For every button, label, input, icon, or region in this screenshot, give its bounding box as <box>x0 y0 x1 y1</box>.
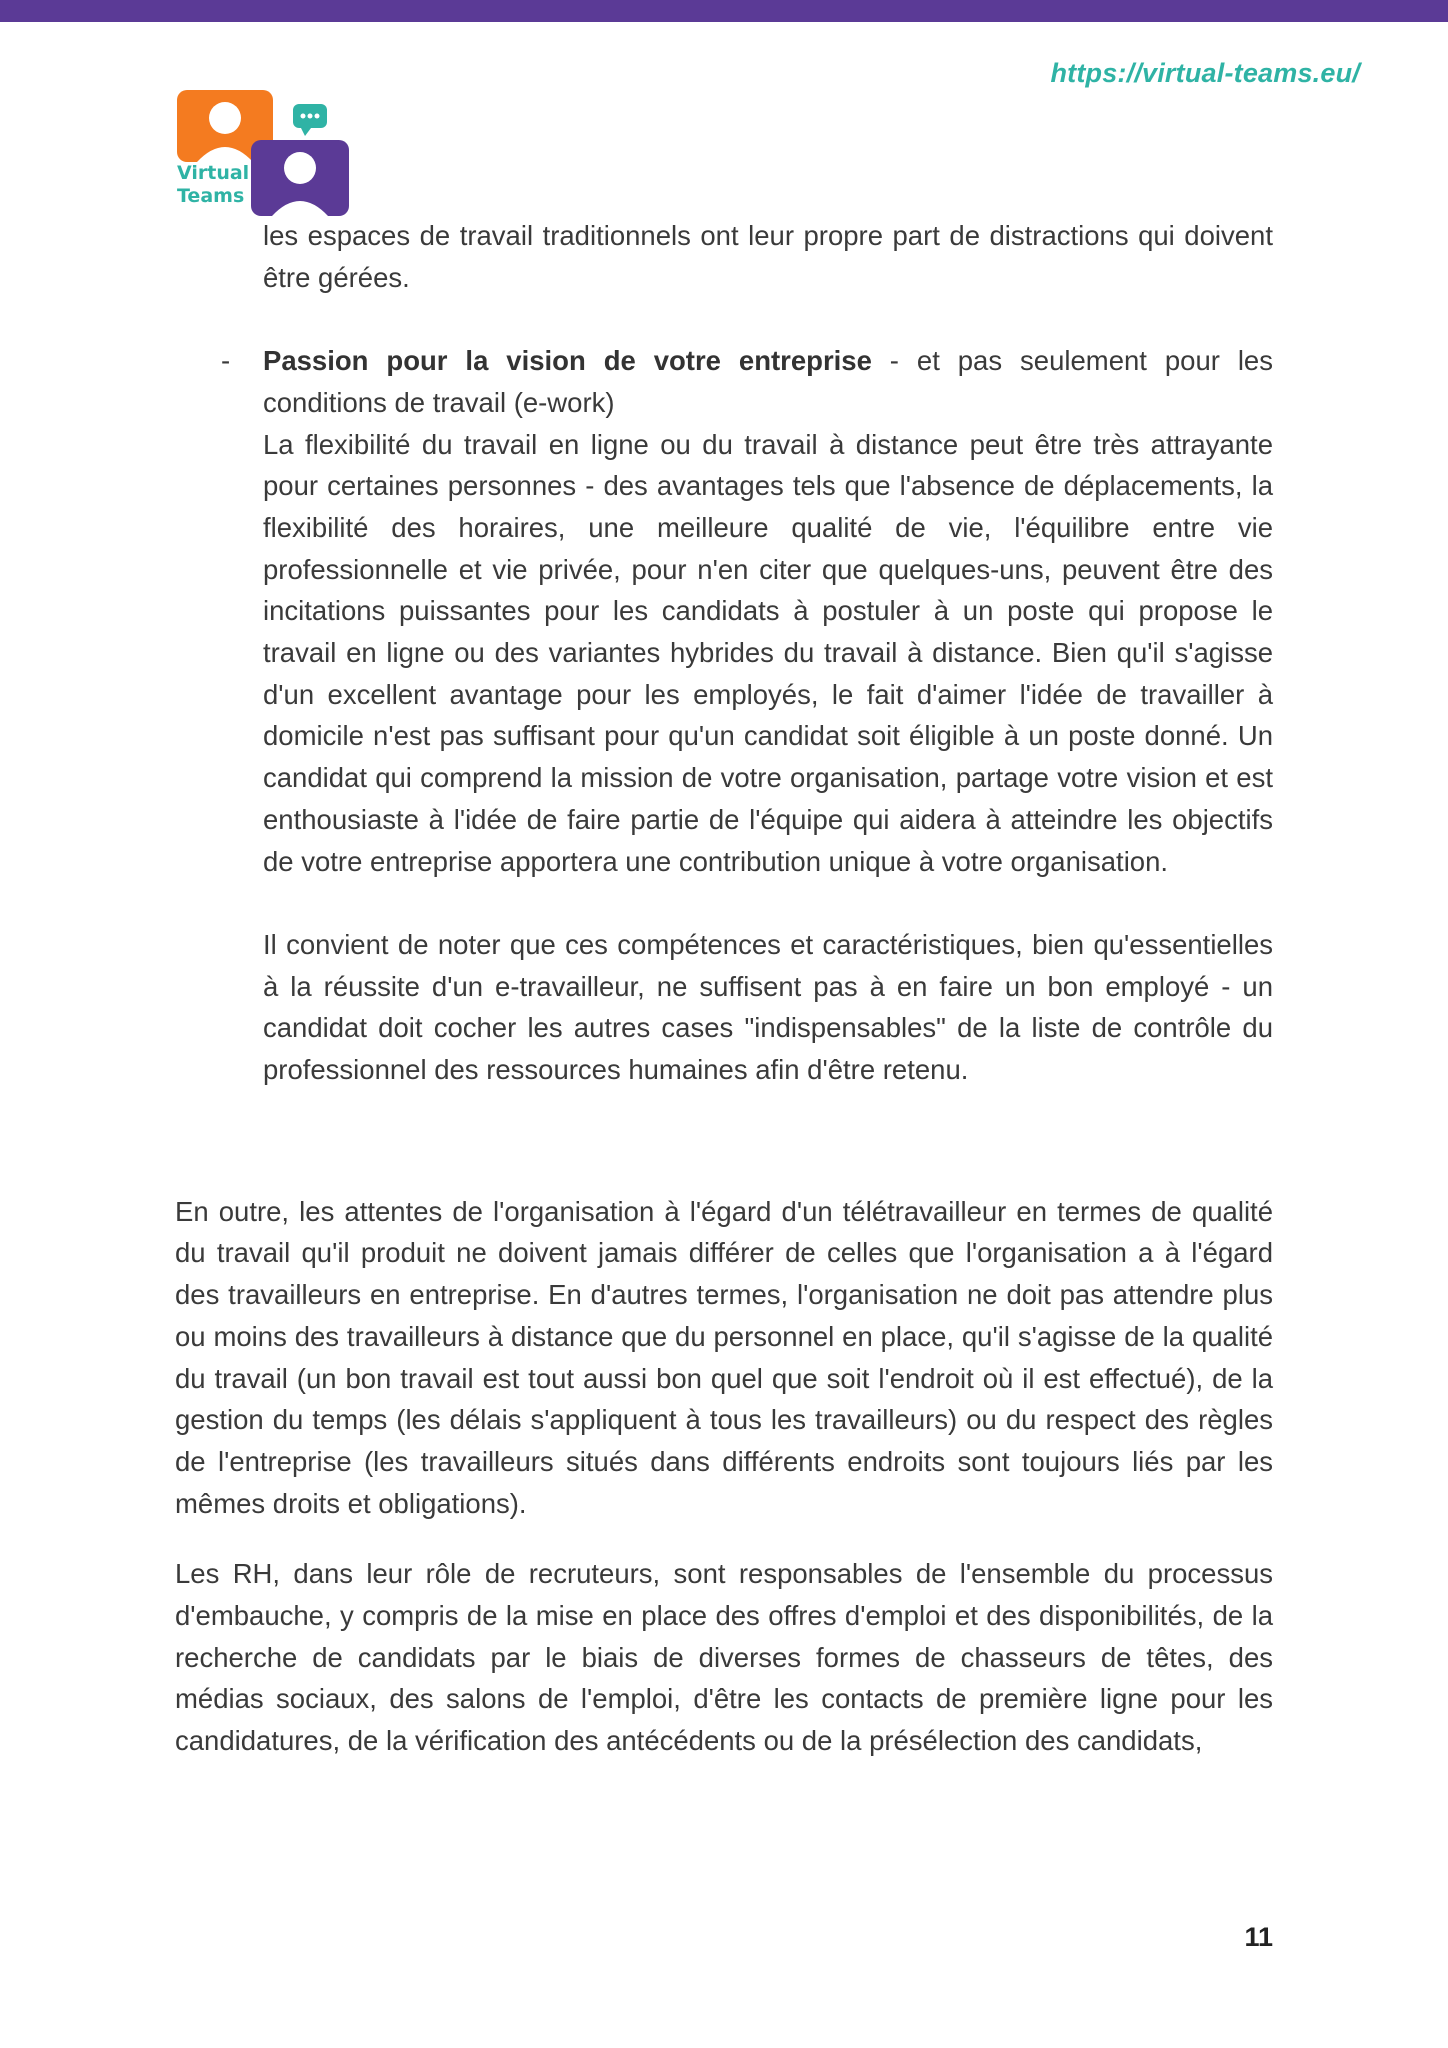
bullet-item <box>175 340 1273 882</box>
logo-chat-tail <box>301 128 311 136</box>
logo-text <box>177 162 249 208</box>
bullet-heading <box>263 340 1273 423</box>
bullet-paragraph: La flexibilité du travail en ligne ou du travail à distance peut être très attrayante pour certaines personnes - des avantages tels que l'absence de déplacements, la flexibilité des horaires, une meilleure qualité de vie, l'équilibre entre vie professionnelle et vie privée, pour n'en citer que quelques-uns, peuvent être des incitations puissantes pour les candidats à postuler à un poste qui propose le travail en ligne ou des variantes hybrides du travail à distance. Bien qu'il s'agisse d'un excellent avantage pour les employés, le fait d'aimer l'idée de travailler à domicile n'est pas suffisant pour qu'un candidat soit éligible à un poste donné. Un candidat qui comprend la mission de votre organisation, partage votre vision et est enthousiaste à l'idée de faire partie de l'équipe qui aidera à atteindre les objectifs de votre entreprise apportera une contribution unique à votre organisation. <box>263 428 1273 877</box>
top-accent-bar <box>0 0 1448 22</box>
continuation-paragraph: les espaces de travail traditionnels ont leur propre part de distractions qui doivent être gérées. <box>263 220 1273 293</box>
bullet-dash: - <box>221 345 231 377</box>
document-body <box>175 215 1273 1762</box>
logo-text-line2: Teams <box>177 185 245 207</box>
header-url[interactable]: https://virtual-teams.eu/ <box>1050 58 1360 88</box>
page-number: 11 <box>1244 1922 1273 1952</box>
virtual-teams-logo <box>175 88 355 218</box>
logo-orange-user-head <box>209 102 241 134</box>
logo-purple-user-head <box>284 152 316 184</box>
body-paragraph-2: Les RH, dans leur rôle de recruteurs, sont responsables de l'ensemble du processus d'embauche, y compris de la mise en place des offres d'emploi et des disponibilités, de la recherche de candidats par le biais de diverses formes de chasseurs de têtes, des médias sociaux, des salons de l'emploi, d'être les contacts de première ligne pour les candidatures, de la vérification des antécédents ou de la présélection des candidats, <box>175 1558 1273 1757</box>
note-paragraph: Il convient de noter que ces compétences et caractéristiques, bien qu'essentielles à la réussite d'un e-travailleur, ne suffisent pas à en faire un bon employé - un candidat doit cocher les autres cases "indispensables" de la liste de contrôle du professionnel des ressources humaines afin d'être retenu. <box>263 928 1273 1086</box>
body-paragraph-1: En outre, les attentes de l'organisation à l'égard d'un télétravailleur en termes de qualité du travail qu'il produit ne doivent jamais différer de celles que l'organisation a à l'égard des travailleurs en entreprise. En d'autres termes, l'organisation ne doit pas attendre plus ou moins des travailleurs à distance que du personnel en place, qu'il s'agisse de la qualité du travail (un bon travail est tout aussi bon quel que soit l'endroit où il est effectué), de la gestion du temps (les délais s'appliquent à tous les travailleurs) ou du respect des règles de l'entreprise (les travailleurs situés dans différents endroits sont toujours liés par les mêmes droits et obligations). <box>175 1195 1273 1519</box>
bullet-title-rest: - et pas seulement pour les conditions de travail (e-work) <box>263 345 1273 418</box>
logo-text-line1: Virtual <box>177 162 250 184</box>
bullet-title: Passion pour la vision de votre entreprise <box>263 345 872 377</box>
